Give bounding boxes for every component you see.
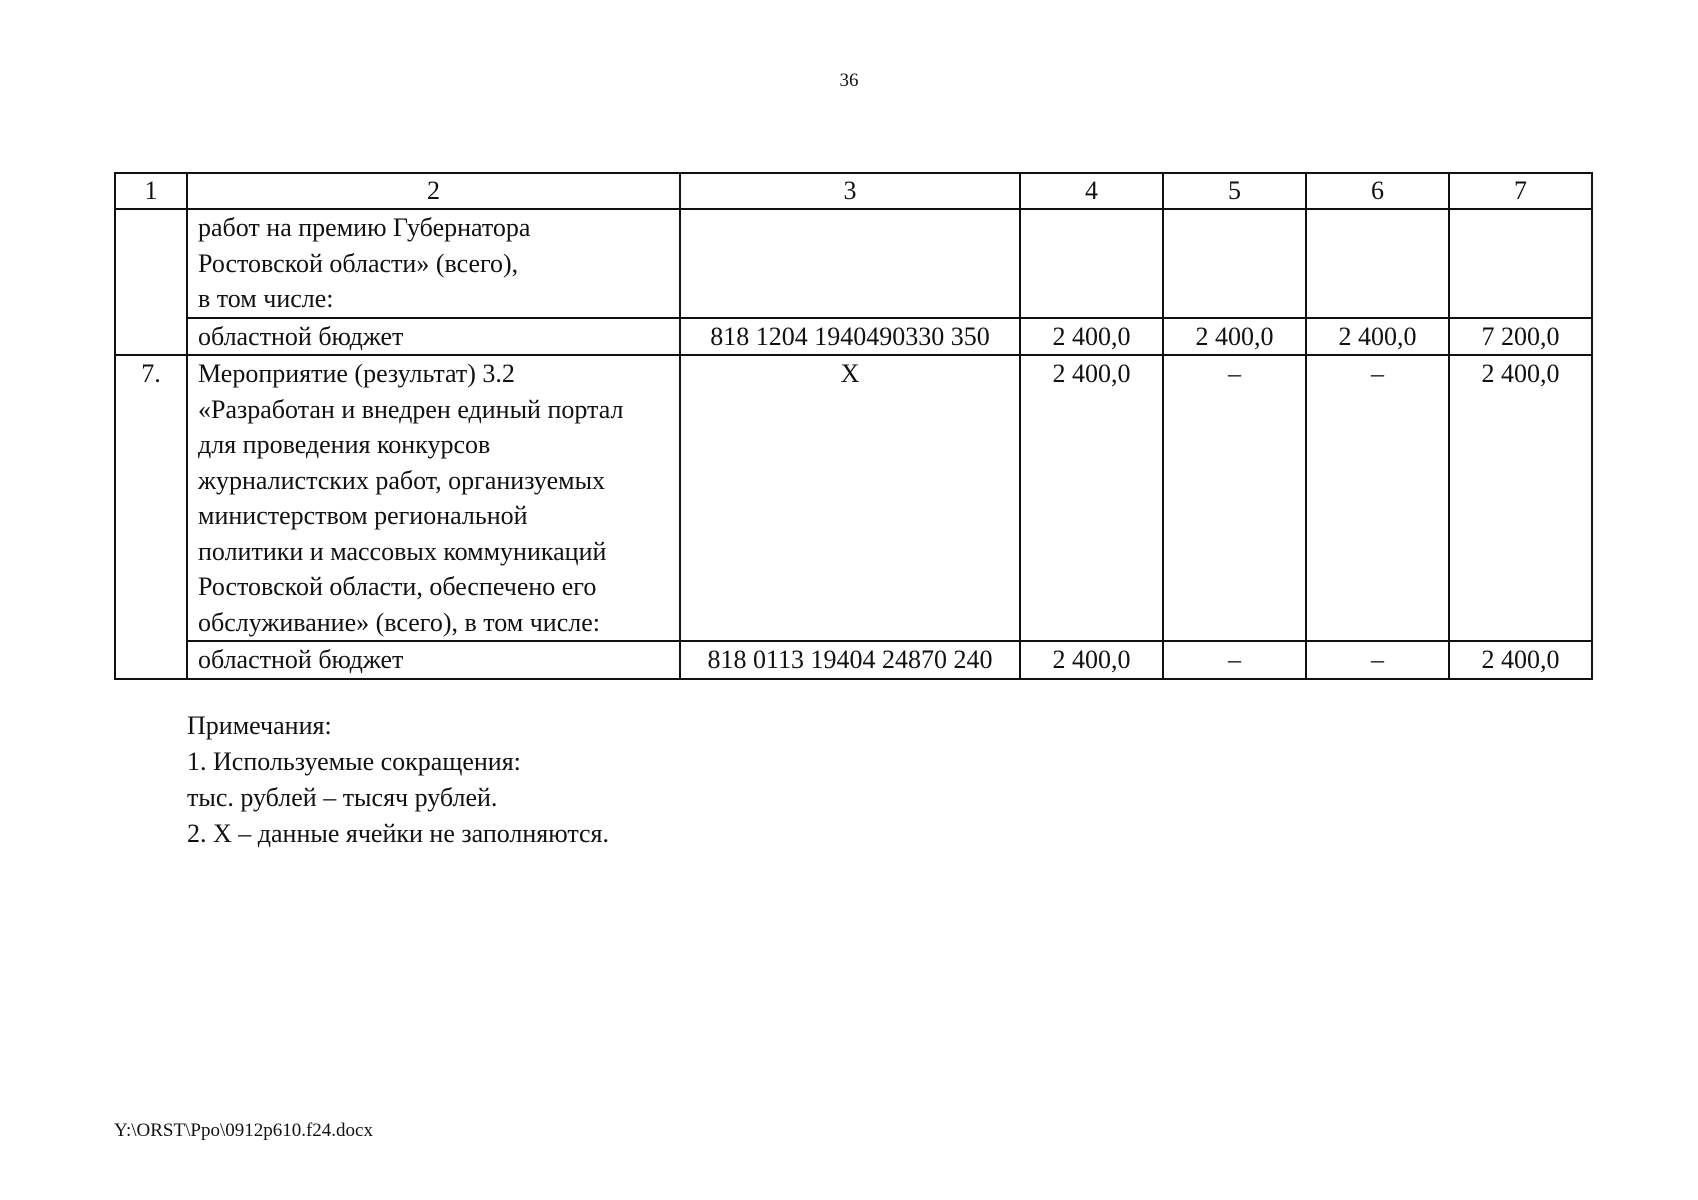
value-cell-6: 2 400,0 — [1306, 318, 1449, 356]
value-cell-7: 2 400,0 — [1449, 641, 1592, 679]
desc-line: Ростовской области, обеспечено его — [198, 572, 597, 601]
value-cell-4: 2 400,0 — [1020, 318, 1163, 356]
code-cell: X — [680, 355, 1020, 641]
table-row — [115, 355, 1592, 641]
desc-line: журналистских работ, организуемых — [198, 465, 606, 495]
notes-block — [187, 708, 609, 852]
desc-line: политики и массовых коммуникаций — [198, 536, 607, 566]
value-cell-4 — [1020, 209, 1163, 318]
header-cell-2: 2 — [187, 173, 680, 209]
value-cell-7 — [1449, 209, 1592, 318]
note-line: тыс. рублей – тысяч рублей. — [187, 783, 498, 812]
header-cell-5: 5 — [1163, 173, 1306, 209]
budget-code: 818 1204 1940490330 350 — [680, 318, 1020, 356]
desc-line: в том числе: — [198, 284, 334, 313]
budget-table — [114, 172, 1593, 680]
table-row-subtotal — [115, 641, 1592, 679]
value-cell-6: – — [1306, 641, 1449, 679]
value-cell-5: 2 400,0 — [1163, 318, 1306, 356]
page-number: 36 — [839, 70, 859, 91]
desc-line: обслуживание» (всего), в том числе: — [198, 607, 600, 637]
value-cell-6: – — [1306, 355, 1449, 641]
value-cell-7: 7 200,0 — [1449, 318, 1592, 356]
note-line: 1. Используемые сокращения: — [187, 747, 521, 776]
header-cell-7: 7 — [1449, 173, 1592, 209]
desc-line: Ростовской области» (всего), — [198, 248, 519, 278]
budget-code: 818 0113 19404 24870 240 — [680, 641, 1020, 679]
value-cell-6 — [1306, 209, 1449, 318]
header-cell-1: 1 — [115, 173, 187, 209]
header-cell-4: 4 — [1020, 173, 1163, 209]
value-cell-7: 2 400,0 — [1449, 355, 1592, 641]
row-number-cell: 7. — [115, 355, 187, 679]
budget-label: областной бюджет — [187, 641, 680, 679]
desc-line: для проведения конкурсов — [198, 430, 491, 459]
table-row-subtotal — [115, 318, 1592, 356]
value-cell-5: – — [1163, 355, 1306, 641]
note-line: 2. X – данные ячейки не заполняются. — [187, 819, 610, 848]
footer-file-path: Y:\ORST\Ppo\0912p610.f24.docx — [114, 1120, 373, 1141]
code-cell — [680, 209, 1020, 318]
notes-title: Примечания: — [187, 711, 332, 740]
desc-line: Мероприятие (результат) 3.2 — [198, 359, 515, 388]
table-row — [115, 209, 1592, 318]
row-number-cell — [115, 209, 187, 355]
budget-label: областной бюджет — [187, 318, 680, 356]
header-cell-3: 3 — [680, 173, 1020, 209]
value-cell-4: 2 400,0 — [1020, 355, 1163, 641]
desc-line: министерством региональной — [198, 501, 528, 530]
desc-line: работ на премию Губернатора — [198, 213, 531, 242]
header-cell-6: 6 — [1306, 173, 1449, 209]
desc-line: «Разработан и внедрен единый портал — [198, 394, 624, 424]
value-cell-4: 2 400,0 — [1020, 641, 1163, 679]
value-cell-5 — [1163, 209, 1306, 318]
row-description — [187, 209, 680, 318]
table-header-row — [115, 173, 1592, 209]
row-description — [187, 355, 680, 641]
value-cell-5: – — [1163, 641, 1306, 679]
